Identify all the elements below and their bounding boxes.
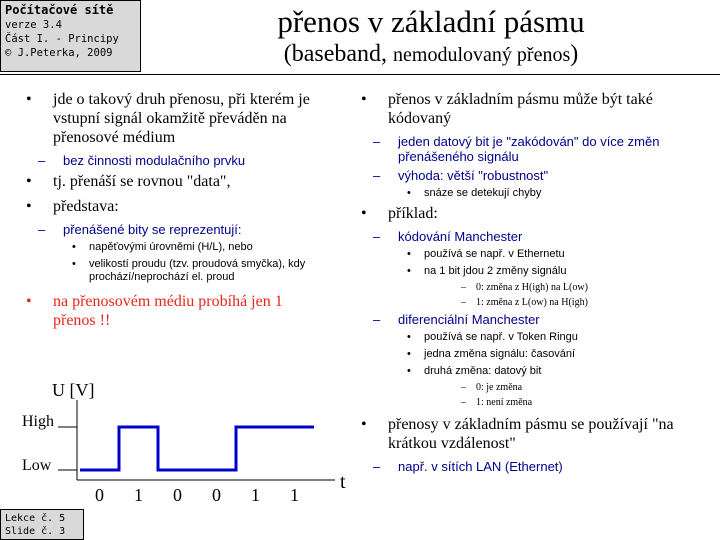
- sub-sub-bullet: • snáze se detekují chyby: [361, 187, 716, 200]
- bullet: • jde o takový druh přenosu, při kterém je vstupní signál okamžitě převáděn na přenosové médium: [26, 90, 356, 147]
- title-sub-small: nemodulovaný přenos: [393, 44, 571, 66]
- part-label: Část I. - Principy: [5, 33, 119, 45]
- bullet: • přenos v základním pásmu může být také kódovaný: [361, 90, 716, 128]
- bit-label: 1: [290, 485, 299, 505]
- right-column: [361, 90, 716, 478]
- header-divider: [0, 74, 720, 75]
- highlight-bullet: • na přenosovém médiu probíhá jen 1 přenos !!: [26, 292, 323, 330]
- title-sub-close: ): [570, 41, 579, 67]
- high-level-label: High: [22, 413, 54, 430]
- bit-label: 0: [212, 485, 221, 505]
- bullet: • přenosy v základním pásmu se používají "na krátkou vzdálenost": [361, 415, 716, 453]
- sub-bullet: – jeden datový bit je "zakódován" do více změn přenášeného signálu: [361, 134, 716, 164]
- sub-sub-bullet: • používá se např. v Ethernetu: [361, 248, 716, 261]
- sub-bullet: – kódování Manchester: [361, 229, 716, 244]
- bullet: • tj. přenáší se rovnou "data",: [26, 172, 356, 191]
- sub-sub-bullet: • jedna změna signálu: časování: [361, 348, 716, 361]
- course-info-box: [0, 0, 141, 72]
- bit-label: 1: [134, 485, 143, 505]
- sub-bullet: – např. v sítích LAN (Ethernet): [361, 459, 716, 474]
- x-axis-label: t: [340, 471, 346, 493]
- lecture-label: Lekce č. 5: [5, 513, 66, 524]
- sub-bullet: – přenášené bity se reprezentují:: [26, 222, 356, 237]
- bullet: • příklad:: [361, 204, 716, 223]
- slide-label: Slide č. 3: [5, 526, 66, 537]
- sub-bullet: – diferenciální Manchester: [361, 312, 716, 327]
- detail-item: – 1: změna z L(ow) na H(igh): [361, 297, 716, 309]
- slide-title: [142, 0, 720, 72]
- sub-sub-bullet: • napěťovými úrovněmi (H/L), nebo: [26, 241, 356, 254]
- bit-label: 0: [95, 485, 104, 505]
- sub-bullet: – výhoda: větší "robustnost": [361, 168, 716, 183]
- bit-label: 0: [173, 485, 182, 505]
- version-label: verze 3.4: [5, 19, 62, 31]
- author-label: © J.Peterka, 2009: [5, 47, 113, 59]
- sub-sub-bullet: • používá se např. v Token Ringu: [361, 331, 716, 344]
- slide-info-box: [0, 509, 84, 540]
- left-column: [26, 90, 356, 336]
- title-sub: [142, 40, 720, 69]
- title-main: přenos v základní pásmu: [277, 4, 585, 39]
- sub-sub-bullet: • velikostí proudu (tzv. proudová smyčka), kdy prochází/neprochází el. proud: [26, 258, 356, 284]
- sub-bullet: – bez činnosti modulačního prvku: [26, 153, 356, 168]
- sub-sub-bullet: • na 1 bit jdou 2 změny signálu: [361, 265, 716, 278]
- detail-item: – 0: změna z H(igh) na L(ow): [361, 282, 716, 294]
- low-level-label: Low: [22, 457, 52, 474]
- bullet: • představa:: [26, 197, 356, 216]
- signal-waveform: [80, 427, 314, 470]
- course-name: Počítačové sítě: [5, 3, 114, 17]
- detail-item: – 1: není změna: [361, 397, 716, 409]
- y-axis-label: U [V]: [52, 380, 95, 400]
- title-sub-open: (baseband,: [283, 41, 394, 67]
- baseband-signal-diagram: [0, 370, 360, 510]
- sub-sub-bullet: • druhá změna: datový bit: [361, 365, 716, 378]
- bit-labels: [95, 485, 299, 505]
- detail-item: – 0: je změna: [361, 382, 716, 394]
- bit-label: 1: [251, 485, 260, 505]
